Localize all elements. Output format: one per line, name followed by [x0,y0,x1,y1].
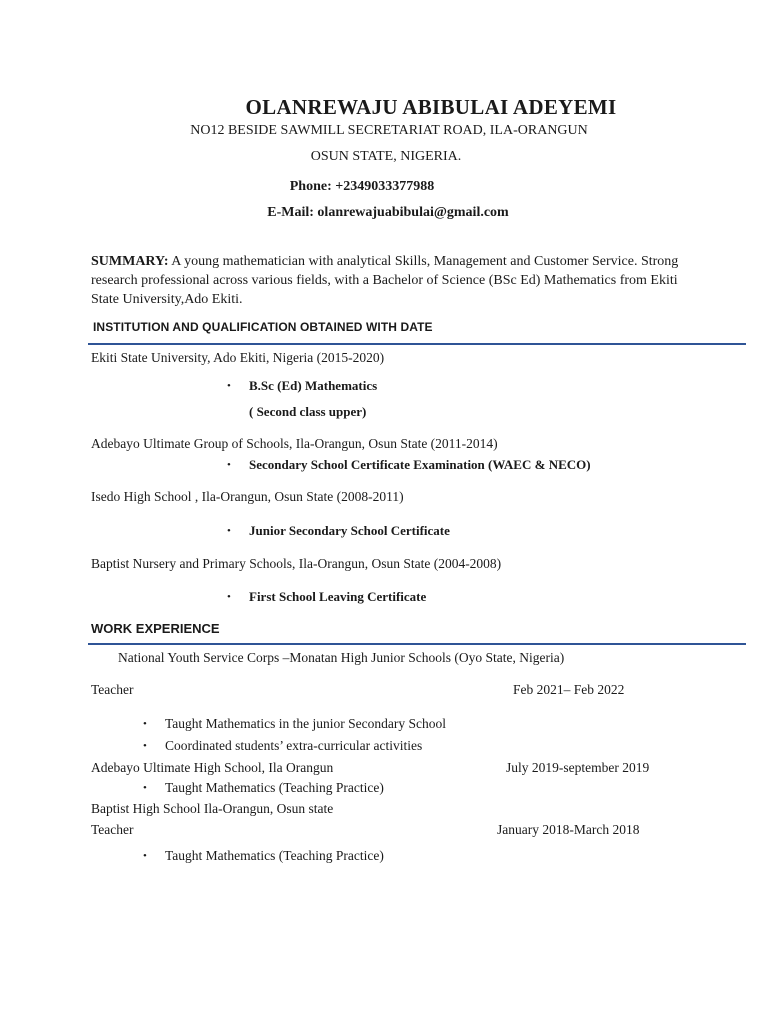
summary-paragraph [91,252,691,309]
education-institution: Ekiti State University, Ado Ekiti, Nigeria (2015-2020) [91,350,385,365]
education-grade: ( Second class upper) [249,404,367,419]
summary-text: A young mathematician with analytical Skills, Management and Customer Service. Strong research professional across various fields, with a Bachelor of Science (BSc Ed) Mathematics from Ekiti State University,Ado Ekiti. [91,254,679,307]
bullet-icon: • [227,591,231,603]
job-duty: Coordinated students’ extra-curricular activities [165,738,423,753]
bullet-icon: • [227,380,231,392]
education-heading: INSTITUTION AND QUALIFICATION OBTAINED WITH DATE [93,320,433,334]
bullet-icon: • [143,740,147,752]
education-qualification: First School Leaving Certificate [249,589,427,604]
address-line-2: OSUN STATE, NIGERIA. [310,149,462,164]
job-duty: Taught Mathematics (Teaching Practice) [165,848,384,863]
summary-label: SUMMARY: [91,254,169,269]
work-divider [88,643,746,645]
education-institution: Adebayo Ultimate Group of Schools, Ila-Orangun, Osun State (2011-2014) [91,436,498,451]
job-dates: July 2019-september 2019 [506,760,650,775]
education-qualification: Secondary School Certificate Examination (WAEC & NECO) [249,457,591,472]
job-role: Teacher [91,822,134,837]
job-duty: Taught Mathematics in the junior Secondary School [165,716,446,731]
email-line: E-Mail: olanrewajuabibulai@gmail.com [267,205,509,220]
bullet-icon: • [143,850,147,862]
bullet-icon: • [143,782,147,794]
job-role: Teacher [91,682,134,697]
job-place: Adebayo Ultimate High School, Ila Orangun [91,760,334,775]
education-institution: Isedo High School , Ila-Orangun, Osun State (2008-2011) [91,489,404,504]
education-divider [88,343,746,345]
bullet-icon: • [227,525,231,537]
address-line-1: NO12 BESIDE SAWMILL SECRETARIAT ROAD, ILA-ORANGUN [190,123,588,138]
bullet-icon: • [227,459,231,471]
job-dates: January 2018-March 2018 [497,822,640,837]
phone-line: Phone: +2349033377988 [289,179,435,194]
resume-name: OLANREWAJU ABIBULAI ADEYEMI [245,95,617,119]
nysc-line: National Youth Service Corps –Monatan High Junior Schools (Oyo State, Nigeria) [118,650,565,665]
job-dates: Feb 2021– Feb 2022 [513,682,625,697]
education-institution: Baptist Nursery and Primary Schools, Ila-Orangun, Osun State (2004-2008) [91,556,502,571]
bullet-icon: • [143,718,147,730]
education-qualification: Junior Secondary School Certificate [249,523,450,538]
education-qualification: B.Sc (Ed) Mathematics [249,378,378,393]
work-heading: WORK EXPERIENCE [91,621,220,636]
job-place: Baptist High School Ila-Orangun, Osun state [91,801,334,816]
job-duty: Taught Mathematics (Teaching Practice) [165,780,384,795]
